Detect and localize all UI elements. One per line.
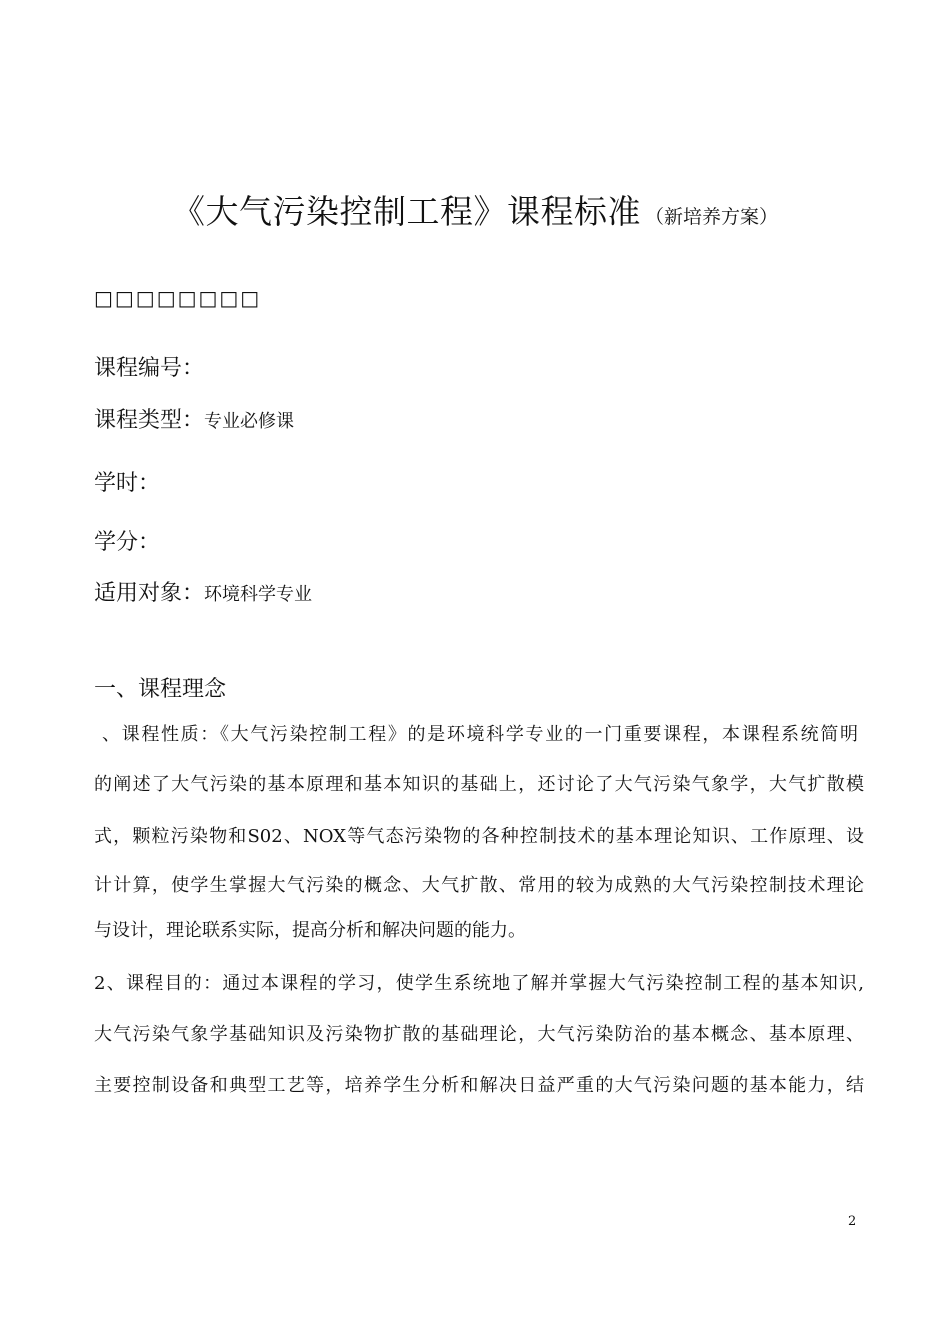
meta-course-type xyxy=(94,403,294,434)
page-number: 2 xyxy=(848,1214,857,1229)
meta-hours xyxy=(94,466,160,497)
title-main: 《大气污染控制工程》课程标准 xyxy=(171,192,641,231)
paragraph-line: 与设计，理论联系实际，提高分析和解决问题的能力。 xyxy=(94,920,526,941)
section-heading: 一、课程理念 xyxy=(94,677,227,702)
paragraph-line: 主要控制设备和典型工艺等，培养学生分析和解决日益严重的大气污染问题的基本能力，结 xyxy=(94,1075,864,1096)
meta-target-audience xyxy=(94,576,312,607)
meta-label: 适用对象： xyxy=(94,581,205,606)
meta-value: 专业必修课 xyxy=(204,411,295,432)
placeholder-boxes: □□□□□□□□ xyxy=(94,286,262,310)
paragraph-line: 2、课程目的：通过本课程的学习，使学生系统地了解并掌握大气污染控制工程的基本知识, xyxy=(94,973,864,994)
meta-label: 课程类型： xyxy=(94,408,205,433)
paragraph-line: 式，颗粒污染物和S02、NOX等气态污染物的各种控制技术的基本理论知识、工作原理、设 xyxy=(94,826,864,847)
document-title xyxy=(0,186,950,233)
paragraph-line: 计计算，使学生掌握大气污染的概念、大气扩散、常用的较为成熟的大气污染控制技术理论 xyxy=(94,875,864,896)
meta-label: 学时： xyxy=(94,471,161,496)
meta-label: 课程编号： xyxy=(94,356,205,381)
paragraph-line: 大气污染气象学基础知识及污染物扩散的基础理论，大气污染防治的基本概念、基本原理、 xyxy=(94,1024,864,1045)
meta-credits xyxy=(94,525,160,556)
meta-value: 环境科学专业 xyxy=(204,584,313,605)
paragraph-line: 、课程性质：《大气污染控制工程》的是环境科学专业的一门重要课程，本课程系统简明 xyxy=(102,724,858,745)
meta-course-number xyxy=(94,351,204,382)
paragraph-line: 的阐述了大气污染的基本原理和基本知识的基础上，还讨论了大气污染气象学，大气扩散模 xyxy=(94,774,864,795)
meta-label: 学分： xyxy=(94,530,161,555)
title-subtitle: （新培养方案） xyxy=(644,206,778,228)
